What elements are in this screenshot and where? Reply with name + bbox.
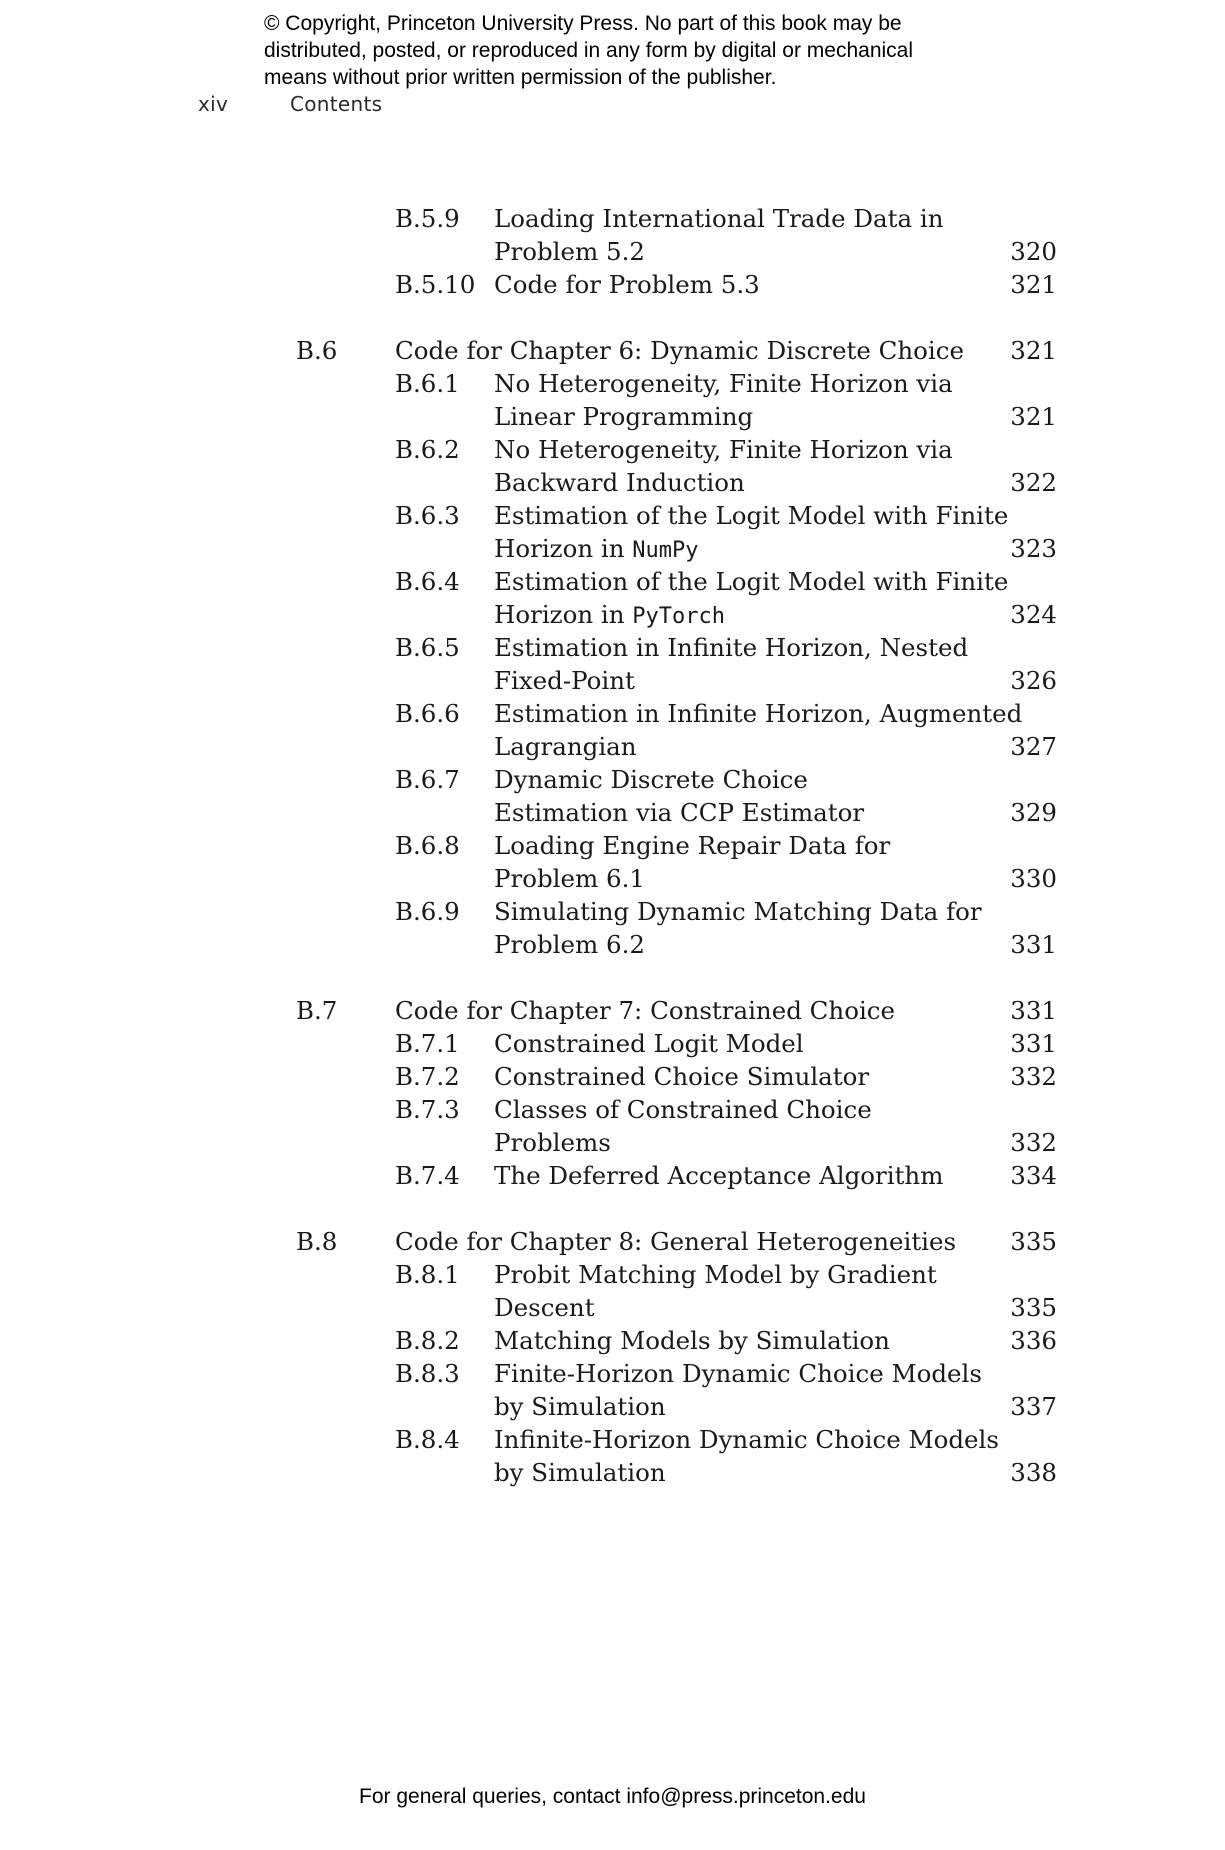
toc-entry-page: 332: [1010, 1062, 1057, 1091]
toc-entry-b8-3: [0, 1359, 1225, 1425]
toc-entry-number: B.6.2: [395, 435, 460, 464]
toc-entry-number: B.8.3: [395, 1359, 460, 1388]
toc-entry-title: [494, 567, 1008, 633]
copyright-notice: [264, 10, 984, 91]
toc-title-line: No Heterogeneity, Finite Horizon via: [494, 369, 953, 398]
toc-title-line: Lagrangian: [494, 732, 637, 761]
toc-entry-b6-2: [0, 435, 1225, 501]
toc-title-line: Finite-Horizon Dynamic Choice Models: [494, 1359, 982, 1388]
toc-title-line: Problem 6.1: [494, 864, 645, 893]
toc-entry-title: [494, 897, 982, 963]
toc-entry-page: 331: [1010, 1029, 1057, 1058]
toc-section-b8: [0, 1227, 1225, 1260]
toc-title-text: Horizon in: [494, 600, 633, 629]
copyright-line: means without prior written permission of the publisher.: [264, 66, 777, 89]
toc-title-line: Estimation of the Logit Model with Finite: [494, 567, 1009, 596]
toc-entry-title: [494, 1029, 804, 1062]
toc-entry-title: [494, 765, 864, 831]
toc-entry-b8-1: [0, 1260, 1225, 1326]
toc-entry-page: 321: [1010, 402, 1057, 431]
toc-entry-title: [494, 831, 890, 897]
toc-entry-page: 329: [1010, 798, 1057, 827]
toc-title-line: by Simulation: [494, 1458, 666, 1487]
toc-title-line: Backward Induction: [494, 468, 745, 497]
toc-entry-number: B.8.1: [395, 1260, 460, 1289]
toc-title-line: Code for Problem 5.3: [494, 270, 760, 299]
toc-entry-number: B.6.4: [395, 567, 460, 596]
toc-entry-b6-3: [0, 501, 1225, 567]
toc-entry-b7-3: [0, 1095, 1225, 1161]
toc-entry-number: B.8.2: [395, 1326, 460, 1355]
toc-entry-title: [494, 1161, 943, 1194]
toc-entry-page: 327: [1010, 732, 1057, 761]
running-head-title: Contents: [290, 92, 383, 116]
toc-entry-number: B.6.6: [395, 699, 460, 728]
toc-entry-b5-10: [0, 270, 1225, 303]
toc-entry-number: B.7.1: [395, 1029, 460, 1058]
toc-entry-title: [494, 1425, 999, 1491]
toc-entry-title: [494, 699, 1022, 765]
toc-section-page: 321: [1010, 336, 1057, 365]
toc-entry-page: 336: [1010, 1326, 1057, 1355]
toc-entry-title: [494, 633, 968, 699]
copyright-line: © Copyright, Princeton University Press. No part of this book may be: [264, 12, 902, 35]
toc-title-line: Estimation in Infinite Horizon, Nested: [494, 633, 969, 662]
toc-title-line: Estimation via CCP Estimator: [494, 798, 865, 827]
toc-entry-number: B.5.9: [395, 204, 460, 233]
toc-entry-b8-4: [0, 1425, 1225, 1491]
toc-entry-title: [494, 270, 760, 303]
toc-title-line: Infinite-Horizon Dynamic Choice Models: [494, 1425, 999, 1454]
toc-title-line: Matching Models by Simulation: [494, 1326, 890, 1355]
toc-entry-b6-1: [0, 369, 1225, 435]
toc-entry-b7-4: [0, 1161, 1225, 1194]
toc-entry-page: 338: [1010, 1458, 1057, 1487]
toc-entry-b6-9: [0, 897, 1225, 963]
toc-entry-page: 337: [1010, 1392, 1057, 1421]
toc-entry-number: B.6.3: [395, 501, 460, 530]
toc-title-line: No Heterogeneity, Finite Horizon via: [494, 435, 953, 464]
toc-entry-b8-2: [0, 1326, 1225, 1359]
toc-entry-title: [494, 1062, 869, 1095]
copyright-line: distributed, posted, or reproduced in any form by digital or mechanical: [264, 39, 914, 62]
toc-entry-page: 330: [1010, 864, 1057, 893]
toc-section-title: Code for Chapter 7: Constrained Choice: [395, 996, 896, 1025]
toc-title-code: NumPy: [632, 538, 699, 563]
toc-title-line: [494, 600, 1008, 633]
toc-section-number: B.6: [296, 336, 338, 365]
toc-entry-title: [494, 1326, 890, 1359]
toc-title-code: PyTorch: [632, 604, 726, 629]
toc-title-line: Estimation in Infinite Horizon, Augmented: [494, 699, 1023, 728]
toc-title-line: Probit Matching Model by Gradient: [494, 1260, 937, 1289]
toc-entry-number: B.6.1: [395, 369, 460, 398]
toc-entry-number: B.5.10: [395, 270, 476, 299]
toc-entry-b6-8: [0, 831, 1225, 897]
toc-entry-page: 322: [1010, 468, 1057, 497]
toc-title-line: Constrained Logit Model: [494, 1029, 804, 1058]
toc-title-line: by Simulation: [494, 1392, 666, 1421]
toc-title-line: Fixed-Point: [494, 666, 635, 695]
toc-section-number: B.7: [296, 996, 338, 1025]
toc-entry-title: [494, 435, 953, 501]
toc-entry-title: [494, 1095, 872, 1161]
toc-title-line: Constrained Choice Simulator: [494, 1062, 870, 1091]
toc-entry-number: B.8.4: [395, 1425, 460, 1454]
toc-title-line: Classes of Constrained Choice: [494, 1095, 872, 1124]
toc-entry-b6-4: [0, 567, 1225, 633]
toc-title-line: Simulating Dynamic Matching Data for: [494, 897, 982, 926]
toc-title-line: Descent: [494, 1293, 595, 1322]
toc-entry-page: 334: [1010, 1161, 1057, 1190]
toc-section-page: 331: [1010, 996, 1057, 1025]
toc-entry-title: [494, 501, 1008, 567]
toc-entry-page: 324: [1010, 600, 1057, 629]
toc-title-line: Loading International Trade Data in: [494, 204, 944, 233]
table-of-contents: [0, 204, 1225, 1491]
page-number: xiv: [198, 92, 229, 116]
toc-entry-number: B.7.3: [395, 1095, 460, 1124]
toc-title-line: Problem 6.2: [494, 930, 645, 959]
toc-entry-b6-5: [0, 633, 1225, 699]
toc-title-line: Linear Programming: [494, 402, 754, 431]
toc-section-page: 335: [1010, 1227, 1057, 1256]
toc-title-text: Horizon in: [494, 534, 633, 563]
toc-entry-page: 326: [1010, 666, 1057, 695]
toc-entry-number: B.6.7: [395, 765, 460, 794]
toc-entry-b5-9: [0, 204, 1225, 270]
toc-title-line: Loading Engine Repair Data for: [494, 831, 891, 860]
toc-title-line: Problems: [494, 1128, 611, 1157]
toc-section-title: Code for Chapter 8: General Heterogeneities: [395, 1227, 957, 1256]
toc-entry-b7-1: [0, 1029, 1225, 1062]
toc-entry-title: [494, 369, 953, 435]
toc-entry-page: 332: [1010, 1128, 1057, 1157]
toc-entry-page: 320: [1010, 237, 1057, 266]
toc-entry-number: B.6.9: [395, 897, 460, 926]
toc-section-b6: [0, 336, 1225, 369]
toc-entry-page: 335: [1010, 1293, 1057, 1322]
toc-title-line: Dynamic Discrete Choice: [494, 765, 808, 794]
toc-entry-b7-2: [0, 1062, 1225, 1095]
toc-title-line: The Deferred Acceptance Algorithm: [494, 1161, 944, 1190]
toc-section-title: Code for Chapter 6: Dynamic Discrete Choice: [395, 336, 964, 365]
toc-entry-number: B.7.4: [395, 1161, 460, 1190]
toc-entry-title: [494, 1359, 982, 1425]
toc-entry-b6-7: [0, 765, 1225, 831]
toc-entry-number: B.6.5: [395, 633, 460, 662]
toc-title-line: Problem 5.2: [494, 237, 645, 266]
toc-entry-title: [494, 1260, 937, 1326]
toc-entry-title: [494, 204, 943, 270]
toc-title-line: [494, 534, 1008, 567]
toc-section-number: B.8: [296, 1227, 338, 1256]
toc-title-line: Estimation of the Logit Model with Finite: [494, 501, 1009, 530]
toc-entry-page: 321: [1010, 270, 1057, 299]
toc-entry-number: B.7.2: [395, 1062, 460, 1091]
toc-entry-b6-6: [0, 699, 1225, 765]
toc-section-b7: [0, 996, 1225, 1029]
toc-entry-number: B.6.8: [395, 831, 460, 860]
toc-entry-page: 323: [1010, 534, 1057, 563]
footer-contact: For general queries, contact info@press.princeton.edu: [359, 1785, 866, 1808]
toc-entry-page: 331: [1010, 930, 1057, 959]
